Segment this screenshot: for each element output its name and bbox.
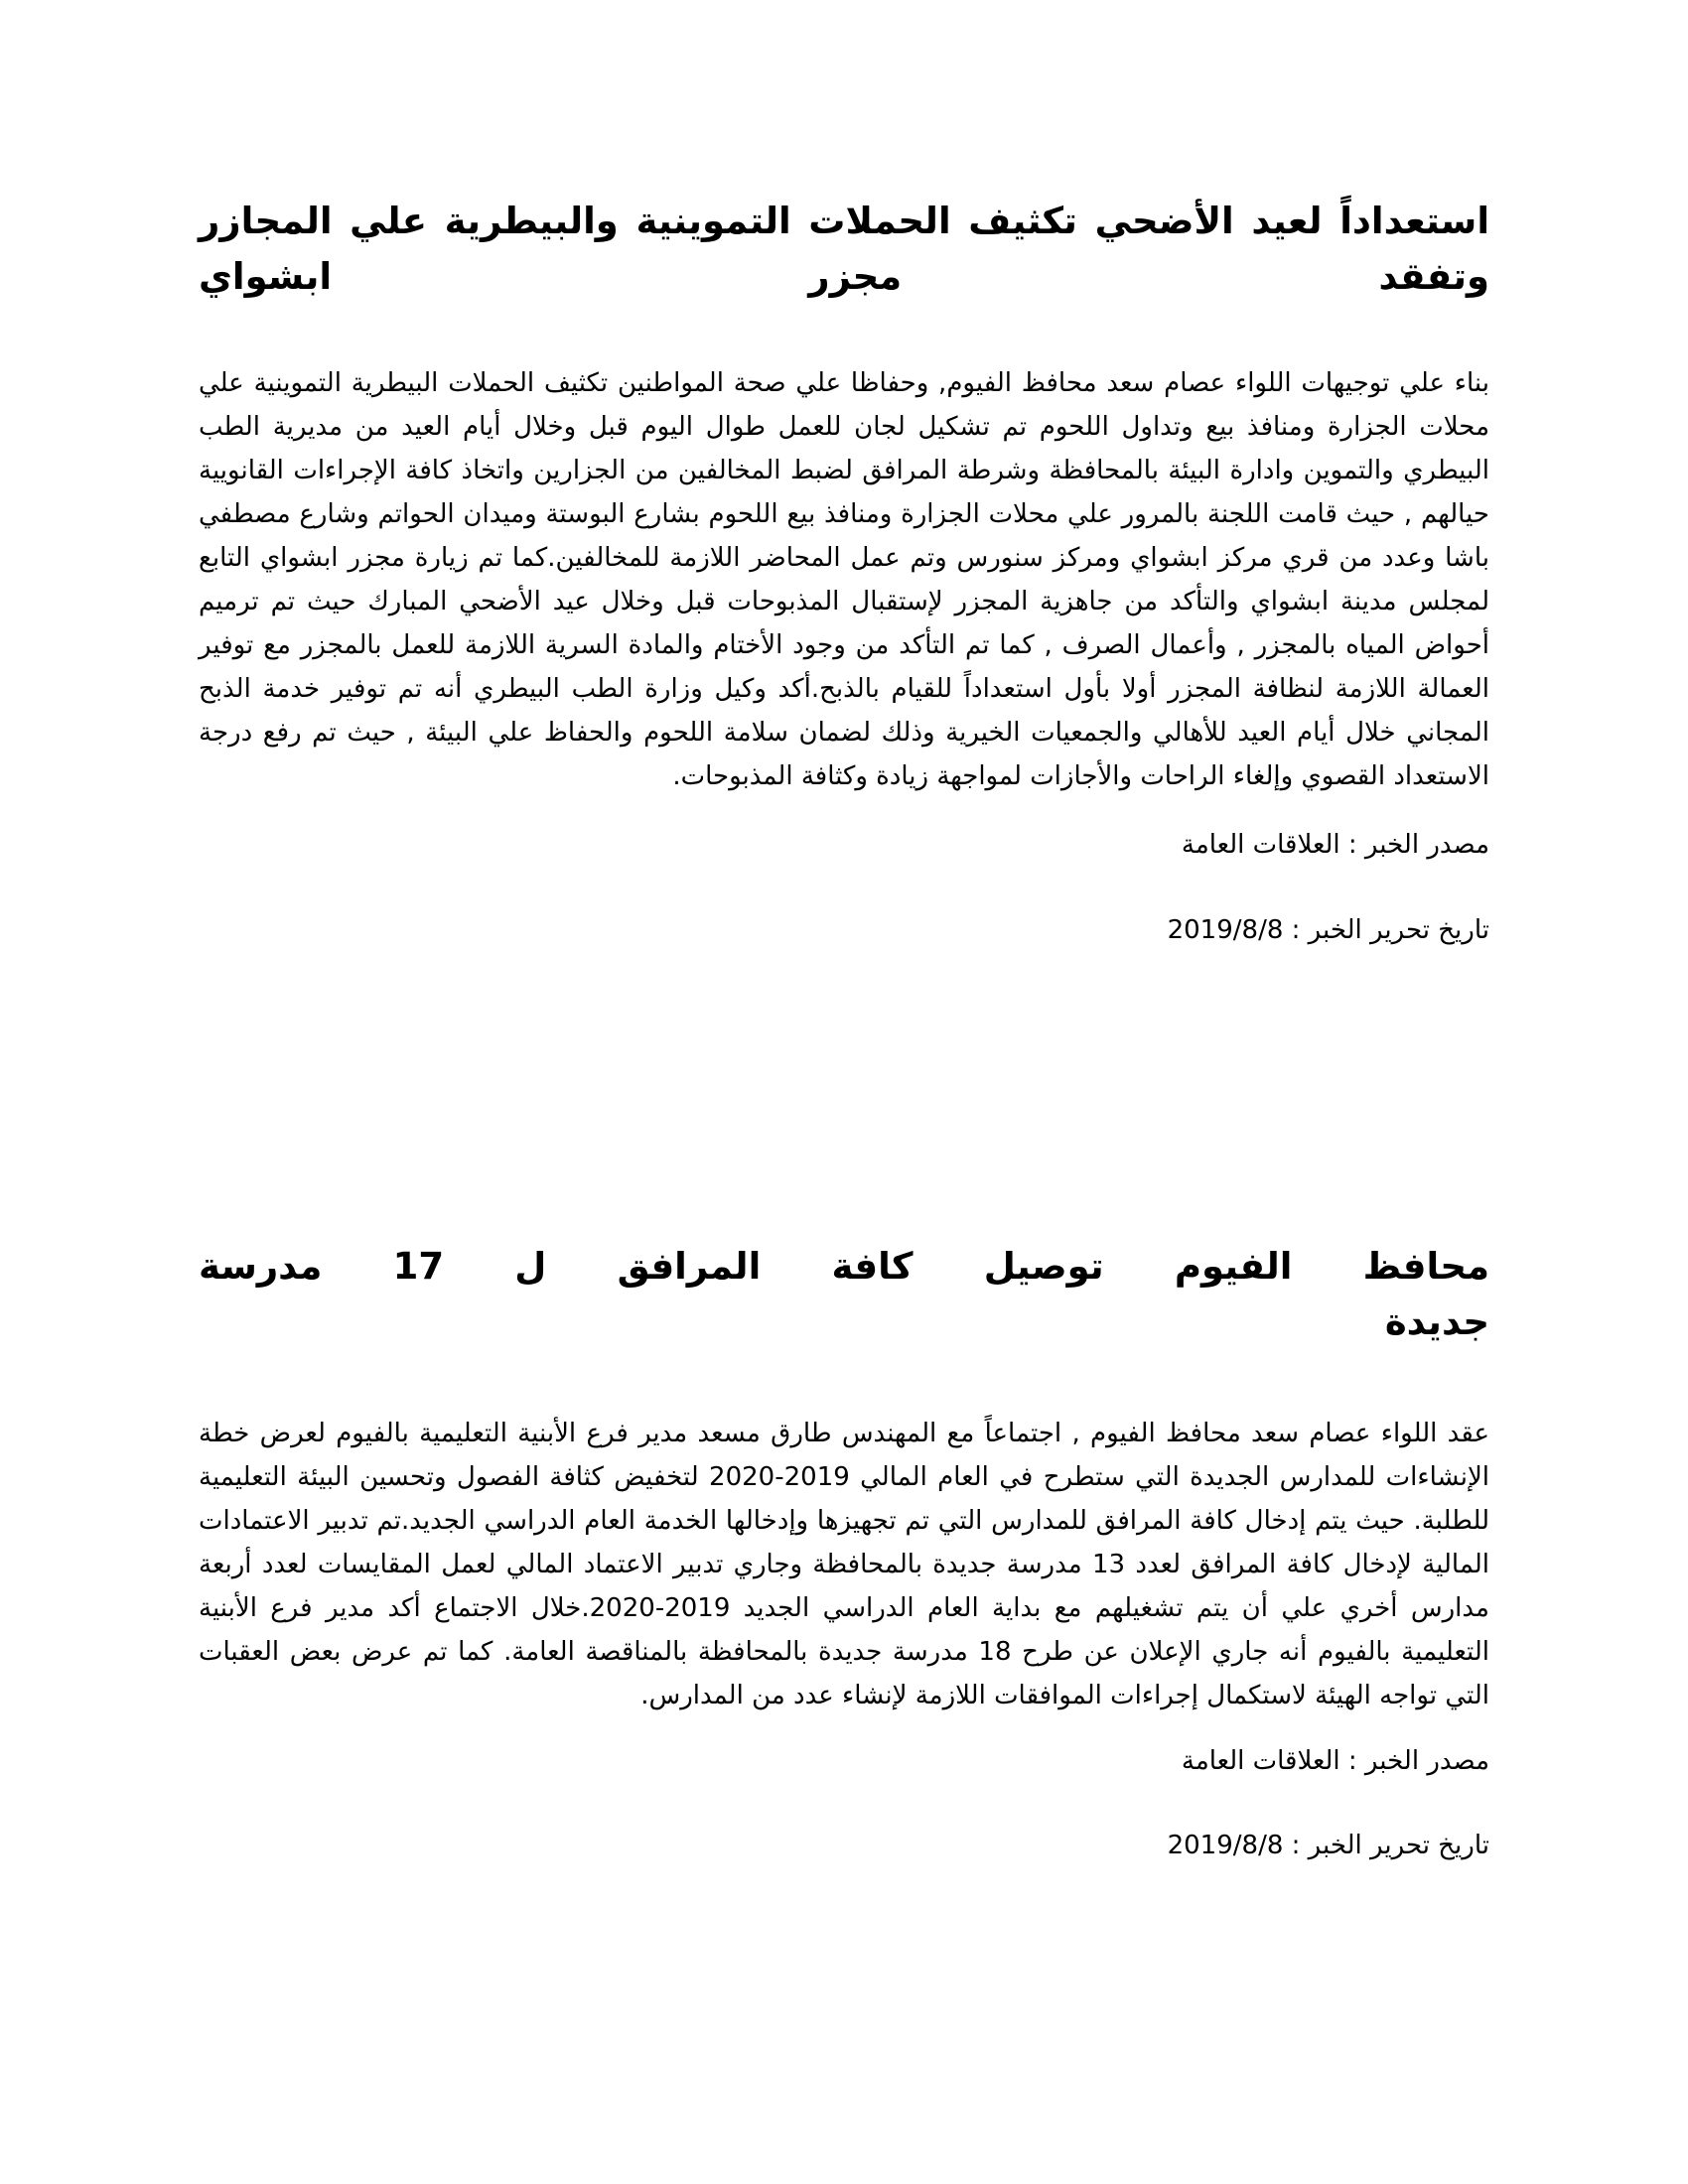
article-body: بناء علي توجيهات اللواء عصام سعد محافظ الفيوم, وحفاظا علي صحة المواطنين تكثيف الحملات البيطرية التموينية علي محلات الجزارة ومنافذ بيع وتداول اللحوم تم تشكيل لجان للعمل طوال اليوم قبل وخلال أيام العيد من مديرية الطب البيطري والتموين وادارة البيئة بالمحافظة وشرطة المرافق لضبط المخالفين من الجزارين واتخاذ كافة الإجراءات القانويية حيالهم , حيث قامت اللجنة بالمرور علي محلات الجزارة ومنافذ بيع اللحوم بشارع البوستة وميدان الحواتم وشارع مصطفي باشا وعدد من قري مركز ابشواي ومركز سنورس وتم عمل المحاضر اللازمة للمخالفين.كما تم زيارة مجزر ابشواي التابع لمجلس مدينة ابشواي والتأكد من جاهزية المجزر لإستقبال المذبوحات قبل وخلال عيد الأضحي المبارك حيث تم ترميم أحواض المياه بالمجزر , وأعمال الصرف , كما تم التأكد من وجود الأختام والمادة السرية اللازمة للعمل بالمجزر مع توفير العمالة اللازمة لنظافة المجزر أولا بأول استعداداً للقيام بالذبح.أكد وكيل وزارة الطب البيطري أنه تم توفير خدمة الذبح المجاني خلال أيام العيد للأهالي والجمعيات الخيرية وذلك لضمان سلامة اللحوم والحفاظ علي البيئة , حيث تم رفع درجة الاستعداد القصوي وإلغاء الراحات والأجازات لمواجهة زيادة وكثافة المذبوحات. xyxy=(199,368,1489,791)
news-article xyxy=(199,194,1489,952)
article-date: تاريخ تحرير الخبر : 2019/8/8 xyxy=(1167,915,1489,945)
news-article xyxy=(199,1239,1489,1867)
article-headline: محافظ الفيوم توصيل كافة المرافق ل 17 مدرسة جديدة xyxy=(199,1245,1489,1343)
article-body: عقد اللواء عصام سعد محافظ الفيوم , اجتماعاً مع المهندس طارق مسعد مدير فرع الأبنية التعليمية بالفيوم لعرض خطة الإنشاءات للمدارس الجديدة التي ستطرح في العام المالي 2019-2020 لتخفيض كثافة الفصول وتحسين البيئة التعليمية للطلبة. حيث يتم إدخال كافة المرافق للمدارس التي تم تجهيزها وإدخالها الخدمة العام الدراسي الجديد.تم تدبير الاعتمادات المالية لإدخال كافة المرافق لعدد 13 مدرسة جديدة بالمحافظة وجاري تدبير الاعتماد المالي لعمل المقايسات لعدد أربعة مدارس أخري علي أن يتم تشغيلهم مع بداية العام الدراسي الجديد 2019-2020.خلال الاجتماع أكد مدير فرع الأبنية التعليمية بالفيوم أنه جاري الإعلان عن طرح 18 مدرسة جديدة بالمحافظة بالمناقصة العامة. كما تم عرض بعض العقبات التي تواجه الهيئة لاستكمال إجراءات الموافقات اللازمة لإنشاء عدد من المدارس. xyxy=(199,1419,1489,1710)
article-source: مصدر الخبر : العلاقات العامة xyxy=(1181,830,1489,860)
article-headline: استعداداً لعيد الأضحي تكثيف الحملات التموينية والبيطرية علي المجازر وتفقد مجزر ابشواي xyxy=(199,200,1489,298)
article-source: مصدر الخبر : العلاقات العامة xyxy=(1181,1746,1489,1776)
article-date: تاريخ تحرير الخبر : 2019/8/8 xyxy=(1167,1831,1489,1860)
